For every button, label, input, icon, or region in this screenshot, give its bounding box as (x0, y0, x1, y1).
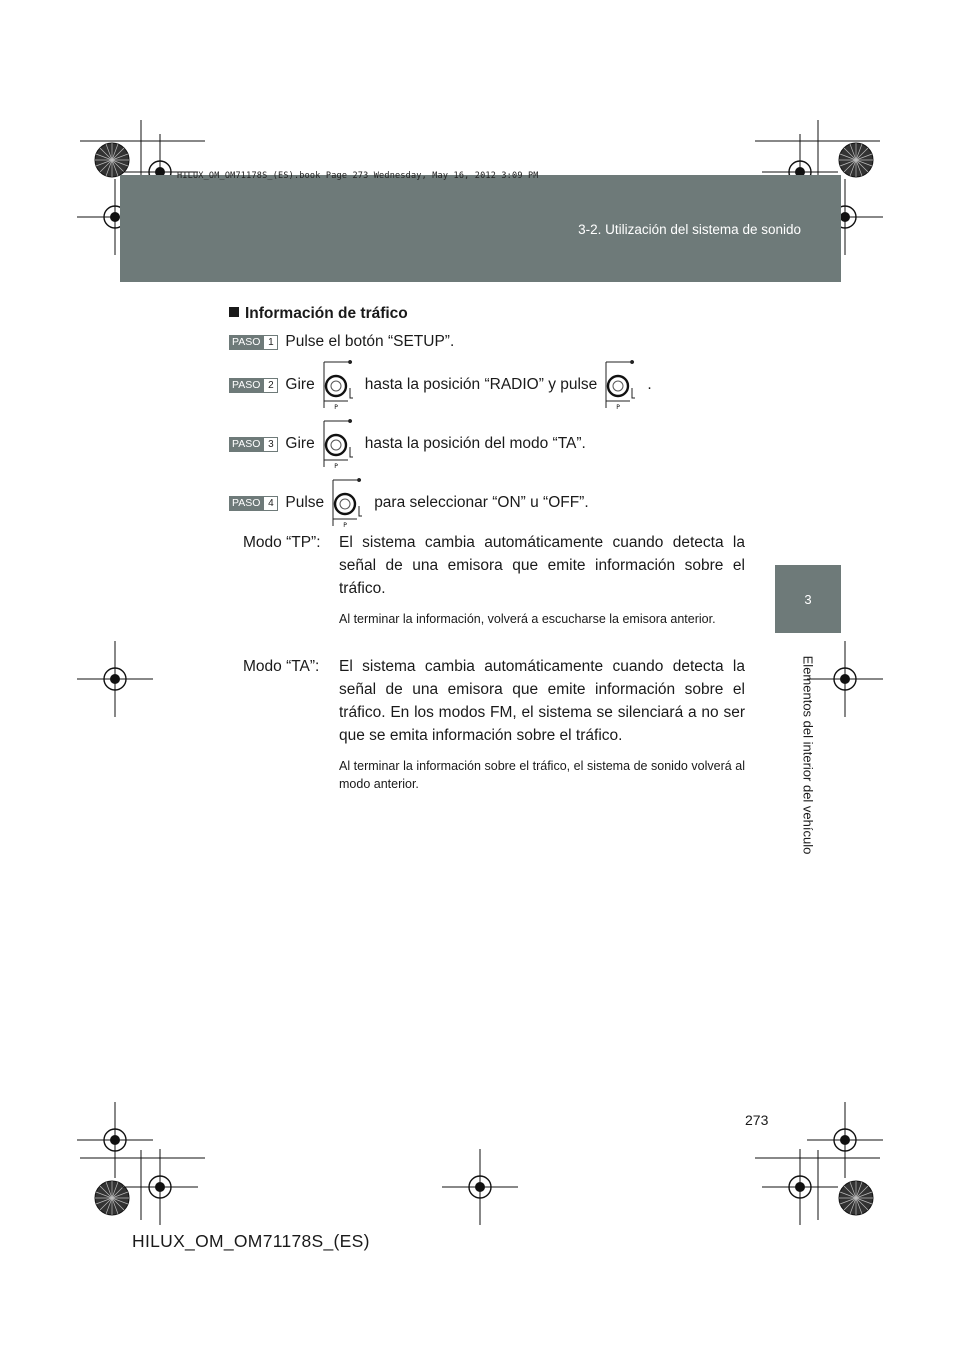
mode-label: Modo “TA”: (243, 658, 320, 675)
tune-knob-icon (329, 478, 369, 528)
header-band (120, 175, 841, 282)
chapter-side-label (773, 640, 843, 870)
step-badge: PASO 3 (229, 437, 278, 452)
step-4: PASO 4 Pulse P para seleccionar “ON” u “OFF”. (229, 478, 589, 528)
footer-doc-code: HILUX_OM_OM71178S_(ES) (132, 1231, 370, 1251)
chapter-tab (775, 565, 841, 633)
tune-knob-icon (320, 360, 360, 410)
svg-text:P: P (616, 404, 621, 410)
step-1: PASO 1 Pulse el botón “SETUP”. (229, 333, 454, 351)
mode-description: El sistema cambia automáticamente cuando detecta la señal de una emisora que emite información sobre el tráfico. (339, 534, 745, 597)
section-title: Información de tráfico (229, 305, 408, 323)
step-badge: PASO 1 (229, 335, 278, 350)
square-bullet-icon (229, 307, 239, 317)
page-number: 273 (745, 1112, 769, 1128)
mode-label: Modo “TP”: (243, 534, 321, 551)
mode-description: El sistema cambia automáticamente cuando detecta la señal de una emisora que emite información sobre el tráfico. En los modos FM, el sistema se silenciará a no ser que se emita información sobre el tráfico. (339, 658, 745, 744)
step-badge: PASO 2 (229, 378, 278, 393)
step-badge: PASO 4 (229, 496, 278, 511)
tune-knob-icon (320, 419, 360, 469)
book-info-line: HILUX_OM_OM71178S_(ES).book Page 273 Wednesday, May 16, 2012 3:09 PM (177, 171, 539, 181)
step-2: PASO 2 Gire P hasta la posición “RADIO” y pulse P . (229, 360, 652, 410)
header-section-title: 3-2. Utilización del sistema de sonido (578, 222, 801, 237)
step-3: PASO 3 Gire P hasta la posición del modo “TA”. (229, 419, 586, 469)
svg-text:P: P (333, 463, 338, 469)
tune-knob-icon (602, 360, 642, 410)
chapter-number: 3 (804, 591, 812, 607)
mode-tp-note: Al terminar la información, volverá a escucharse la emisora anterior. (339, 612, 716, 626)
chapter-title: Elementos del interior del vehículo (800, 655, 816, 855)
svg-text:P: P (343, 522, 347, 528)
mode-ta-note: Al terminar la información sobre el tráfico, el sistema de sonido volverá al modo anterior. (339, 759, 745, 791)
svg-text:P: P (333, 404, 338, 410)
